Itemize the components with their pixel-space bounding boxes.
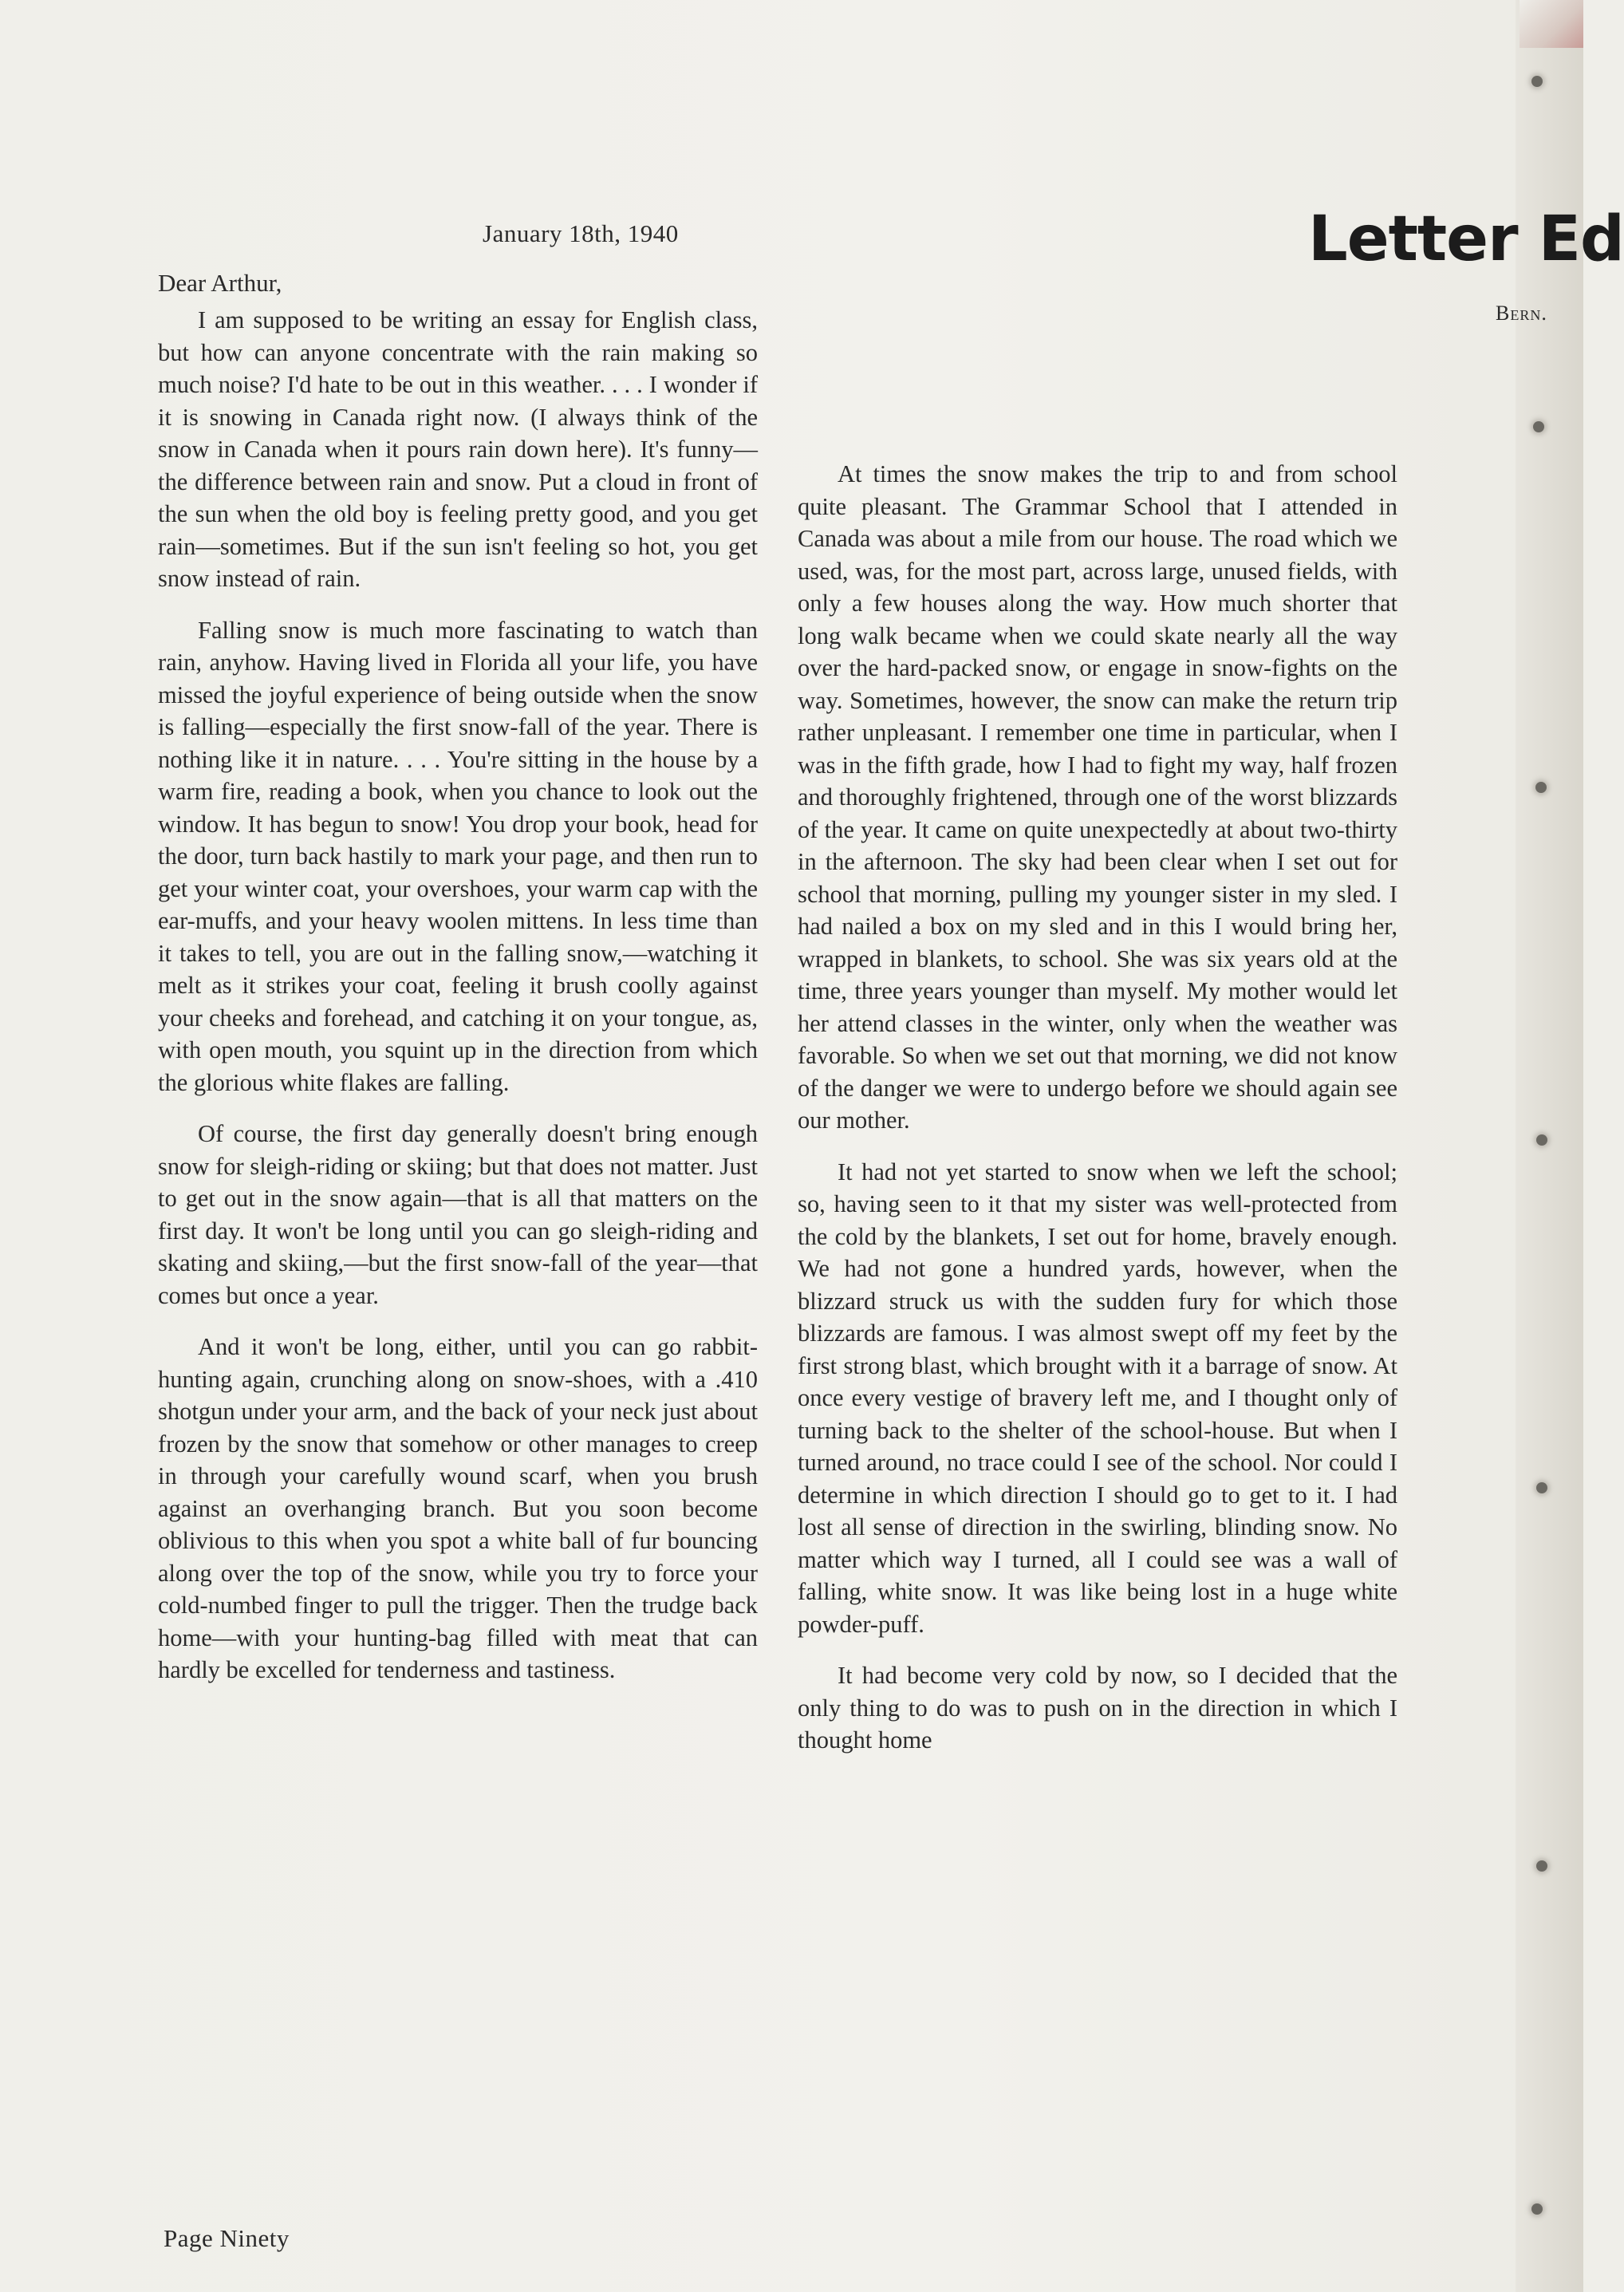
binding-hole-icon [1531,76,1543,87]
binding-hole-icon [1536,1482,1547,1493]
binding-hole-icon [1536,1860,1547,1872]
paragraph: At times the snow makes the trip to and from school quite pleasant. The Grammar School that I attended in Canada was about a mile from our house. The road which we used, was, for the most part, across large, unused fields, with only a few houses along the way. How much shorter that long walk became when we could skate nearly all the way over the hard-packed snow, or engage in snow-fights on the way. Sometimes, however, the snow can make the return trip rather unpleasant. I remember one time in particular, when I was in the fifth grade, how I had to fight my way, half frozen and thoroughly frightened, through one of the worst blizzards of the year. It came on quite unexpectedly at about two-thirty in the afternoon. The sky had been clear when I set out for school that morning, pulling my younger sister in my sled. I had nailed a box on my sled and in this I would bring her, wrapped in blankets, to school. She was six years old at the time, three years younger than myself. My mother would let her attend classes in the winter, only when the weather was favorable. So when we set out that morning, we did not know of the danger we were to undergo before we should again see our mother. [798,460,1397,1134]
binding-hole-icon [1533,421,1544,432]
next-page-edge [1516,0,1583,2292]
left-column [158,304,758,1686]
letter-date: January 18th, 1940 [483,219,679,247]
paragraph: Falling snow is much more fascinating to watch than rain, anyhow. Having lived in Florida all your life, you have missed the joyful experience of being outside when the snow is falling—especially the first snow-fall of the year. There is nothing like it in nature. . . . You're sitting in the house by a warm fire, reading a book, when you chance to look out the window. It has begun to snow! You drop your book, head for the door, turn back hastily to mark your page, and then run to get your winter coat, your overshoes, your warm cap with the ear-muffs, and your heavy woolen mittens. In less time than it takes to tell, you are out in the falling snow,—watching it melt as it strikes your coat, feeling it brush coolly against your cheeks and forehead, and catching it on your tongue, as, with open mouth, you squint up in the direction from which the glorious white flakes are falling. [158,616,758,1096]
page-corner-tab [1520,0,1583,48]
binding-hole-icon [1531,2203,1543,2215]
right-column [798,458,1397,1757]
article-title: Letter Ed [1308,203,1624,275]
paragraph: It had become very cold by now, so I decided that the only thing to do was to push on in the direction in which I thought home [798,1662,1397,1754]
paragraph: It had not yet started to snow when we left the school; so, having seen to it that my sister was well-protected from the cold by the blankets, I set out for home, bravely enough. We had not gone a hundred yards, however, when the blizzard struck us with the sudden fury for which those blizzards are famous. I was almost swept off my feet by the first strong blast, which brought with it a barrage of snow. At once every vestige of bravery left me, and I thought only of turning back to the shelter of the school-house. But when I turned around, no trace could I see of the school. Nor could I determine in which direction I should go to get to it. I had lost all sense of direction in the swirling, blinding snow. No matter which way I turned, all I could see was a wall of falling, white snow. It was like being lost in a huge white powder-puff. [798,1158,1397,1638]
paragraph: Of course, the first day generally doesn't bring enough snow for sleigh-riding or skiing; but that does not matter. Just to get out in the snow again—that is all that matters on the first day. It won't be long until you can go sleigh-riding and skating and skiing,—but the first snow-fall of the year—that comes but once a year. [158,1120,758,1309]
paragraph: And it won't be long, either, until you can go rabbit-hunting again, crunching along on snow-shoes, with a .410 shotgun under your arm, and the back of your neck just about frozen by the snow that somehow or other manages to creep in through your carefully wound scarf, when you brush against an overhanging branch. But you soon become oblivious to this when you spot a white ball of fur bouncing along over the top of the snow, while you try to force your cold-numbed finger to pull the trigger. Then the trudge back home—with your hunting-bag filled with meat that can hardly be excelled for tenderness and tastiness. [158,1333,758,1683]
article-byline: Bern. [1496,302,1547,325]
letter-salutation: Dear Arthur, [158,269,282,297]
binding-hole-icon [1535,782,1547,793]
binding-hole-icon [1536,1134,1547,1146]
page-number: Page Ninety [164,2224,290,2252]
paragraph: I am supposed to be writing an essay for English class, but how can anyone concentrate with the rain making so much noise? I'd hate to be out in this weather. . . . I wonder if it is snowing in Canada right now. (I always think of the snow in Canada when it pours rain down here). It's funny—the difference between rain and snow. Put a cloud in front of the sun when the old boy is feeling pretty good, and you get rain—sometimes. But if the sun isn't feeling so hot, you get snow instead of rain. [158,306,758,592]
